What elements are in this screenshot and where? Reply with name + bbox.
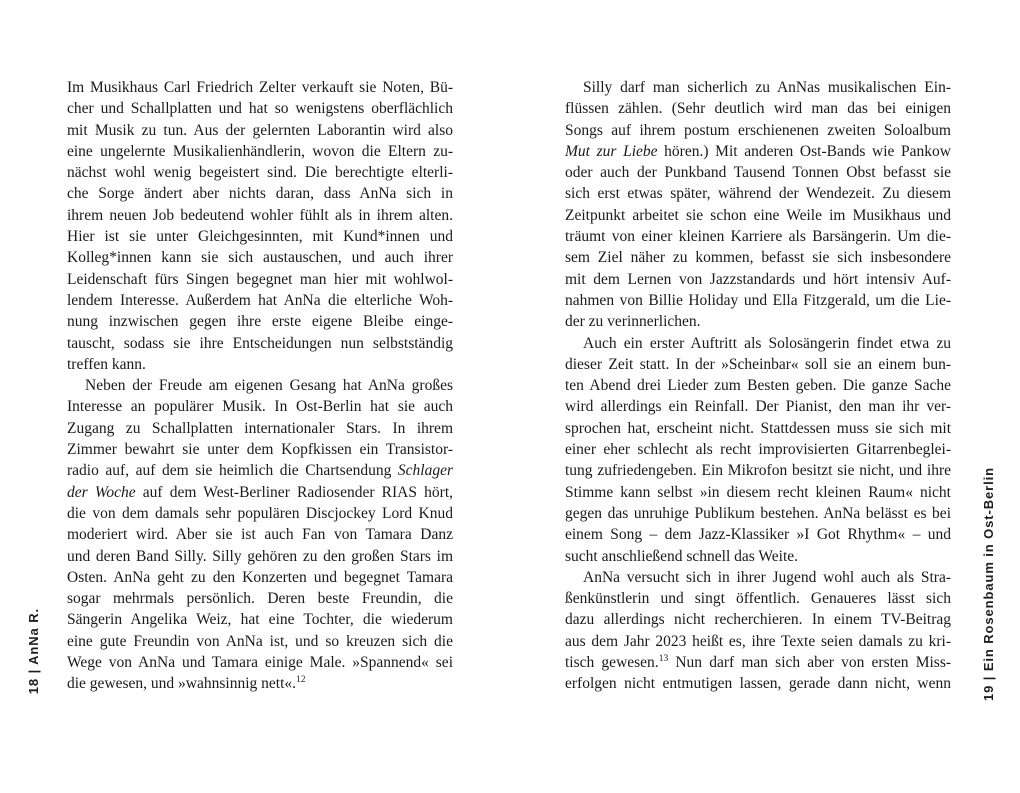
text-run: tisch gewesen. <box>565 654 659 672</box>
text-line <box>67 673 453 694</box>
text-line <box>67 439 453 460</box>
text-run: nächst wohl wenig begeistert sind. Die berechtigte elterli- <box>67 164 453 182</box>
text-run: treffen kann. <box>67 355 146 373</box>
text-line <box>565 354 951 375</box>
text-run: der zu verinnerlichen. <box>565 313 701 331</box>
text-line <box>565 673 951 694</box>
text-run: Auch ein erster Auftritt als Solosängerin findet etwa zu <box>583 334 951 352</box>
text-run: ten Abend drei Lieder zum Besten geben. Die ganze Sache <box>565 377 951 395</box>
text-run: und deren Band Silly. Silly gehören zu den großen Stars im <box>67 547 453 565</box>
text-line <box>67 247 453 268</box>
text-run: radio auf, auf dem sie heimlich die Chartsendung <box>67 462 398 480</box>
text-run: Songs auf ihrem postum erschienenen zweiten Soloalbum <box>565 121 951 139</box>
text-line <box>565 98 951 119</box>
text-run: eine gute Freundin von AnNa ist, und so kreuzen sich die <box>67 632 453 650</box>
text-run: dazu allerdings nicht recherchieren. In einem TV-Beitrag <box>565 611 951 629</box>
text-line <box>565 439 951 460</box>
text-run: wird allerdings ein Reinfall. Der Pianist, den man ihr ver- <box>565 398 951 416</box>
footnote-ref: 13 <box>658 653 669 664</box>
text-run: einer eher schlecht als recht improvisierten Gitarrenbeglei- <box>565 441 951 459</box>
text-line <box>67 482 453 503</box>
text-run: Neben der Freude am eigenen Gesang hat AnNa großes <box>85 377 453 395</box>
text-run: flüssen zählen. (Sehr deutlich wird man das bei einigen <box>565 100 951 118</box>
text-run: che Sorge ändert aber nichts daran, dass AnNa sich in <box>67 185 453 203</box>
text-line <box>565 77 951 98</box>
text-line <box>565 652 951 673</box>
text-line <box>67 77 453 98</box>
text-line <box>67 205 453 226</box>
text-run: Silly darf man sicherlich zu AnNas musikalischen Ein- <box>583 79 951 96</box>
text-run: sprochen hat, erscheint nicht. Stattdessen muss sie sich mit <box>565 419 951 437</box>
text-line <box>67 567 453 588</box>
text-run: Osten. AnNa geht zu den Konzerten und begegnet Tamara <box>67 568 453 586</box>
text-line <box>565 482 951 503</box>
text-line <box>565 311 951 332</box>
text-run: Interesse an populärer Musik. In Ost-Berlin hat sie auch <box>67 398 453 416</box>
footnote-ref: 12 <box>296 675 306 686</box>
text-run: die gewesen, und »wahnsinnig nett«. <box>67 675 297 693</box>
text-run: tauscht, sodass sie ihre Entscheidungen nun selbstständig <box>67 334 453 352</box>
text-run: sucht anschließend schnell das Weite. <box>565 547 799 565</box>
text-run: nahmen von Billie Holiday und Ella Fitzgerald, um die Lie- <box>565 291 951 309</box>
text-line <box>67 98 453 119</box>
text-line <box>565 418 951 439</box>
text-run: aus dem Jahr 2023 heißt es, ihre Texte seien damals zu kri- <box>565 632 951 650</box>
text-run: auf dem West-Berliner Radiosender RIAS hört, <box>135 483 453 501</box>
text-run: träumt von einer kleinen Karriere als Barsängerin. Um die- <box>565 228 951 246</box>
left-page-text <box>67 77 453 695</box>
text-line <box>565 333 951 354</box>
text-line <box>565 290 951 311</box>
text-line <box>67 226 453 247</box>
text-run: Sängerin Angelika Weiz, hat eine Tochter, die wiederum <box>67 611 453 629</box>
text-line <box>565 247 951 268</box>
text-run: moderiert wird. Aber sie ist auch Fan von Tamara Danz <box>67 526 453 544</box>
text-line <box>565 567 951 588</box>
text-line <box>67 418 453 439</box>
text-line <box>67 141 453 162</box>
italic-run: der Woche <box>67 483 136 501</box>
text-run: Kolleg*innen kann sie sich austauschen, und auch ihrer <box>67 249 453 267</box>
text-run: eine ungelernte Musikalienhändlerin, wovon die Eltern zu- <box>67 142 453 160</box>
text-run: die von dem damals sehr populären Discjockey Lord Knud <box>67 504 453 522</box>
text-line <box>67 269 453 290</box>
text-line <box>565 269 951 290</box>
text-run: nung inzwischen gegen ihre erste eigene Bleibe einge- <box>67 313 453 331</box>
text-line <box>565 396 951 417</box>
text-run: erfolgen nicht entmutigen lassen, gerade dann nicht, wenn <box>565 675 951 693</box>
text-line <box>565 460 951 481</box>
text-run: hören.) Mit anderen Ost-Bands wie Pankow <box>657 142 951 160</box>
text-line <box>67 354 453 375</box>
text-run: Wege von AnNa und Tamara einige Male. »Spannend« sei <box>67 654 453 672</box>
text-line <box>67 652 453 673</box>
text-line <box>565 205 951 226</box>
text-run: mit Musik zu tun. Aus der gelernten Laborantin wird also <box>67 121 453 139</box>
italic-run: Schlager <box>397 462 453 480</box>
text-run: mit dem Lernen von Jazzstandards und hört intensiv Auf- <box>565 270 951 288</box>
text-line <box>565 546 951 567</box>
text-line <box>67 120 453 141</box>
text-run: cher und Schallplatten und hat so wenigstens oberflächlich <box>67 100 453 118</box>
text-run: Zeitpunkt arbeitet sie schon eine Weile im Musikhaus und <box>565 206 951 224</box>
text-line <box>67 290 453 311</box>
text-run: Zimmer bewahrt sie unter dem Kopfkissen ein Transistor- <box>67 441 453 459</box>
text-line <box>67 546 453 567</box>
right-margin-label: 19 | Ein Rosenbaum in Ost-Berlin <box>981 467 996 701</box>
italic-run: Mut zur Liebe <box>565 142 658 160</box>
text-line <box>565 162 951 183</box>
text-run: Nun darf man sich aber von ersten Miss- <box>668 654 952 672</box>
right-page-text <box>565 77 951 695</box>
text-run: dieser Zeit statt. In der »Scheinbar« soll sie an einem bun- <box>565 355 951 373</box>
left-margin-label: 18 | AnNa R. <box>26 607 41 694</box>
text-run: einem Song – dem Jazz-Klassiker »I Got Rhythm« – und <box>565 526 951 544</box>
text-line <box>565 183 951 204</box>
text-line <box>67 311 453 332</box>
text-line <box>565 524 951 545</box>
text-line <box>67 524 453 545</box>
text-line <box>67 631 453 652</box>
text-line <box>565 609 951 630</box>
text-line <box>565 375 951 396</box>
text-run: Stimme kann selbst »in diesem recht kleinen Raum« nicht <box>565 483 951 501</box>
text-line <box>67 588 453 609</box>
text-line <box>565 588 951 609</box>
text-run: sich erst etwas später, während der Wendezeit. Zu diesem <box>565 185 951 203</box>
text-line <box>565 141 951 162</box>
text-line <box>67 460 453 481</box>
text-run: oder auch der Punkband Tausend Tonnen Obst befasst sie <box>565 164 951 182</box>
text-run: Im Musikhaus Carl Friedrich Zelter verkauft sie Noten, Bü- <box>67 79 453 96</box>
text-run: Zugang zu Schallplatten internationaler Stars. In ihrem <box>67 419 453 437</box>
text-line <box>67 503 453 524</box>
text-run: gegen das unruhige Publikum bestehen. AnNa belässt es bei <box>565 504 951 522</box>
text-line <box>565 120 951 141</box>
text-run: lendem Interesse. Außerdem hat AnNa die elterliche Woh- <box>67 291 453 309</box>
text-line <box>565 503 951 524</box>
text-run: ßenkünstlerin und singt öffentlich. Genaueres lässt sich <box>565 590 951 608</box>
text-run: AnNa versucht sich in ihrer Jugend wohl auch als Stra- <box>583 568 951 586</box>
text-line <box>565 226 951 247</box>
text-run: ihrem neuen Job bedeutend wohler fühlt als in ihrem alten. <box>67 206 453 224</box>
text-line <box>67 333 453 354</box>
text-line <box>67 162 453 183</box>
text-line <box>565 631 951 652</box>
text-run: Hier ist sie unter Gleichgesinnten, mit Kund*innen und <box>67 228 453 246</box>
text-line <box>67 609 453 630</box>
text-run: sem Ziel näher zu kommen, befasst sie sich insbesondere <box>565 249 951 267</box>
text-run: Leidenschaft fürs Singen begegnet man hier mit wohlwol- <box>67 270 453 288</box>
text-run: tung zufriedengeben. Ein Mikrofon besitzt sie nicht, und ihre <box>565 462 951 480</box>
text-run: sogar mehrmals persönlich. Deren beste Freundin, die <box>67 590 453 608</box>
text-line <box>67 183 453 204</box>
text-line <box>67 396 453 417</box>
text-line <box>67 375 453 396</box>
